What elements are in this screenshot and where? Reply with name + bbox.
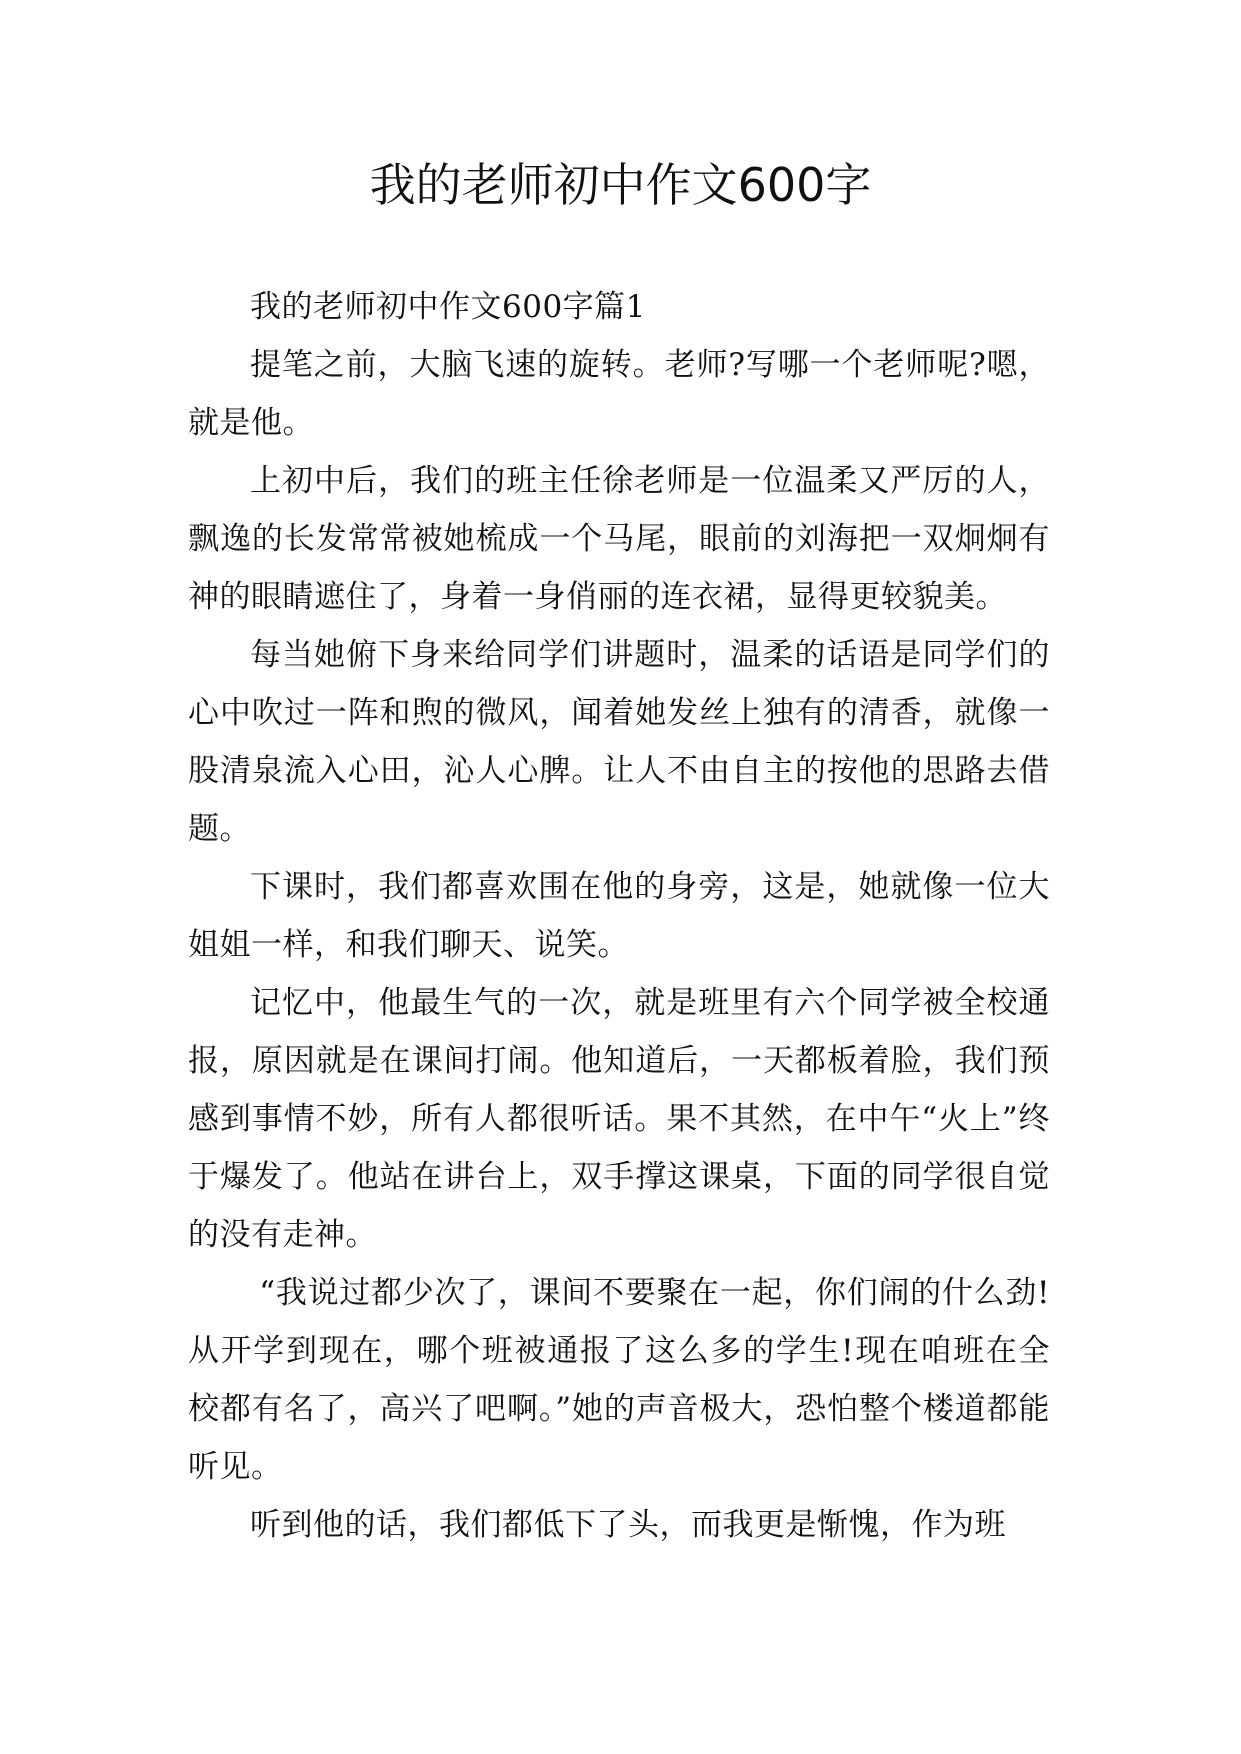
paragraph: 每当她俯下身来给同学们讲题时，温柔的话语是同学们的心中吹过一阵和煦的微风，闻着她发丝上独有的清香，就像一股清泉流入心田，沁人心脾。让人不由自主的按他的思路去借题。 — [188, 637, 1050, 847]
paragraph: “我说过都少次了，课间不要聚在一起，你们闹的什么劲!从开学到现在，哪个班被通报了这么多的学生!现在咱班在全校都有名了，高兴了吧啊。”她的声音极大，恐怕整个楼道都能听见。 — [188, 1275, 1050, 1485]
paragraph: 听到他的话，我们都低下了头，而我更是惭愧，作为班 — [250, 1507, 1006, 1543]
paragraph: 上初中后，我们的班主任徐老师是一位温柔又严厉的人，飘逸的长发常常被她梳成一个马尾，眼前的刘海把一双炯炯有神的眼睛遮住了，身着一身俏丽的连衣裙，显得更较貌美。 — [188, 463, 1050, 615]
document-title: 我的老师初中作文600字 — [369, 158, 872, 212]
paragraph: 下课时，我们都喜欢围在他的身旁，这是，她就像一位大姐姐一样，和我们聊天、说笑。 — [188, 869, 1050, 963]
paragraph: 提笔之前，大脑飞速的旋转。老师?写哪一个老师呢?嗯，就是他。 — [188, 347, 1050, 441]
section-heading: 我的老师初中作文600字篇1 — [250, 289, 646, 325]
document-body — [188, 278, 1050, 1554]
paragraph: 记忆中，他最生气的一次，就是班里有六个同学被全校通报，原因就是在课间打闹。他知道后，一天都板着脸，我们预感到事情不妙，所有人都很听话。果不其然，在中午“火上”终于爆发了。他站在讲台上，双手撑这课桌，下面的同学很自觉的没有走神。 — [188, 985, 1050, 1253]
